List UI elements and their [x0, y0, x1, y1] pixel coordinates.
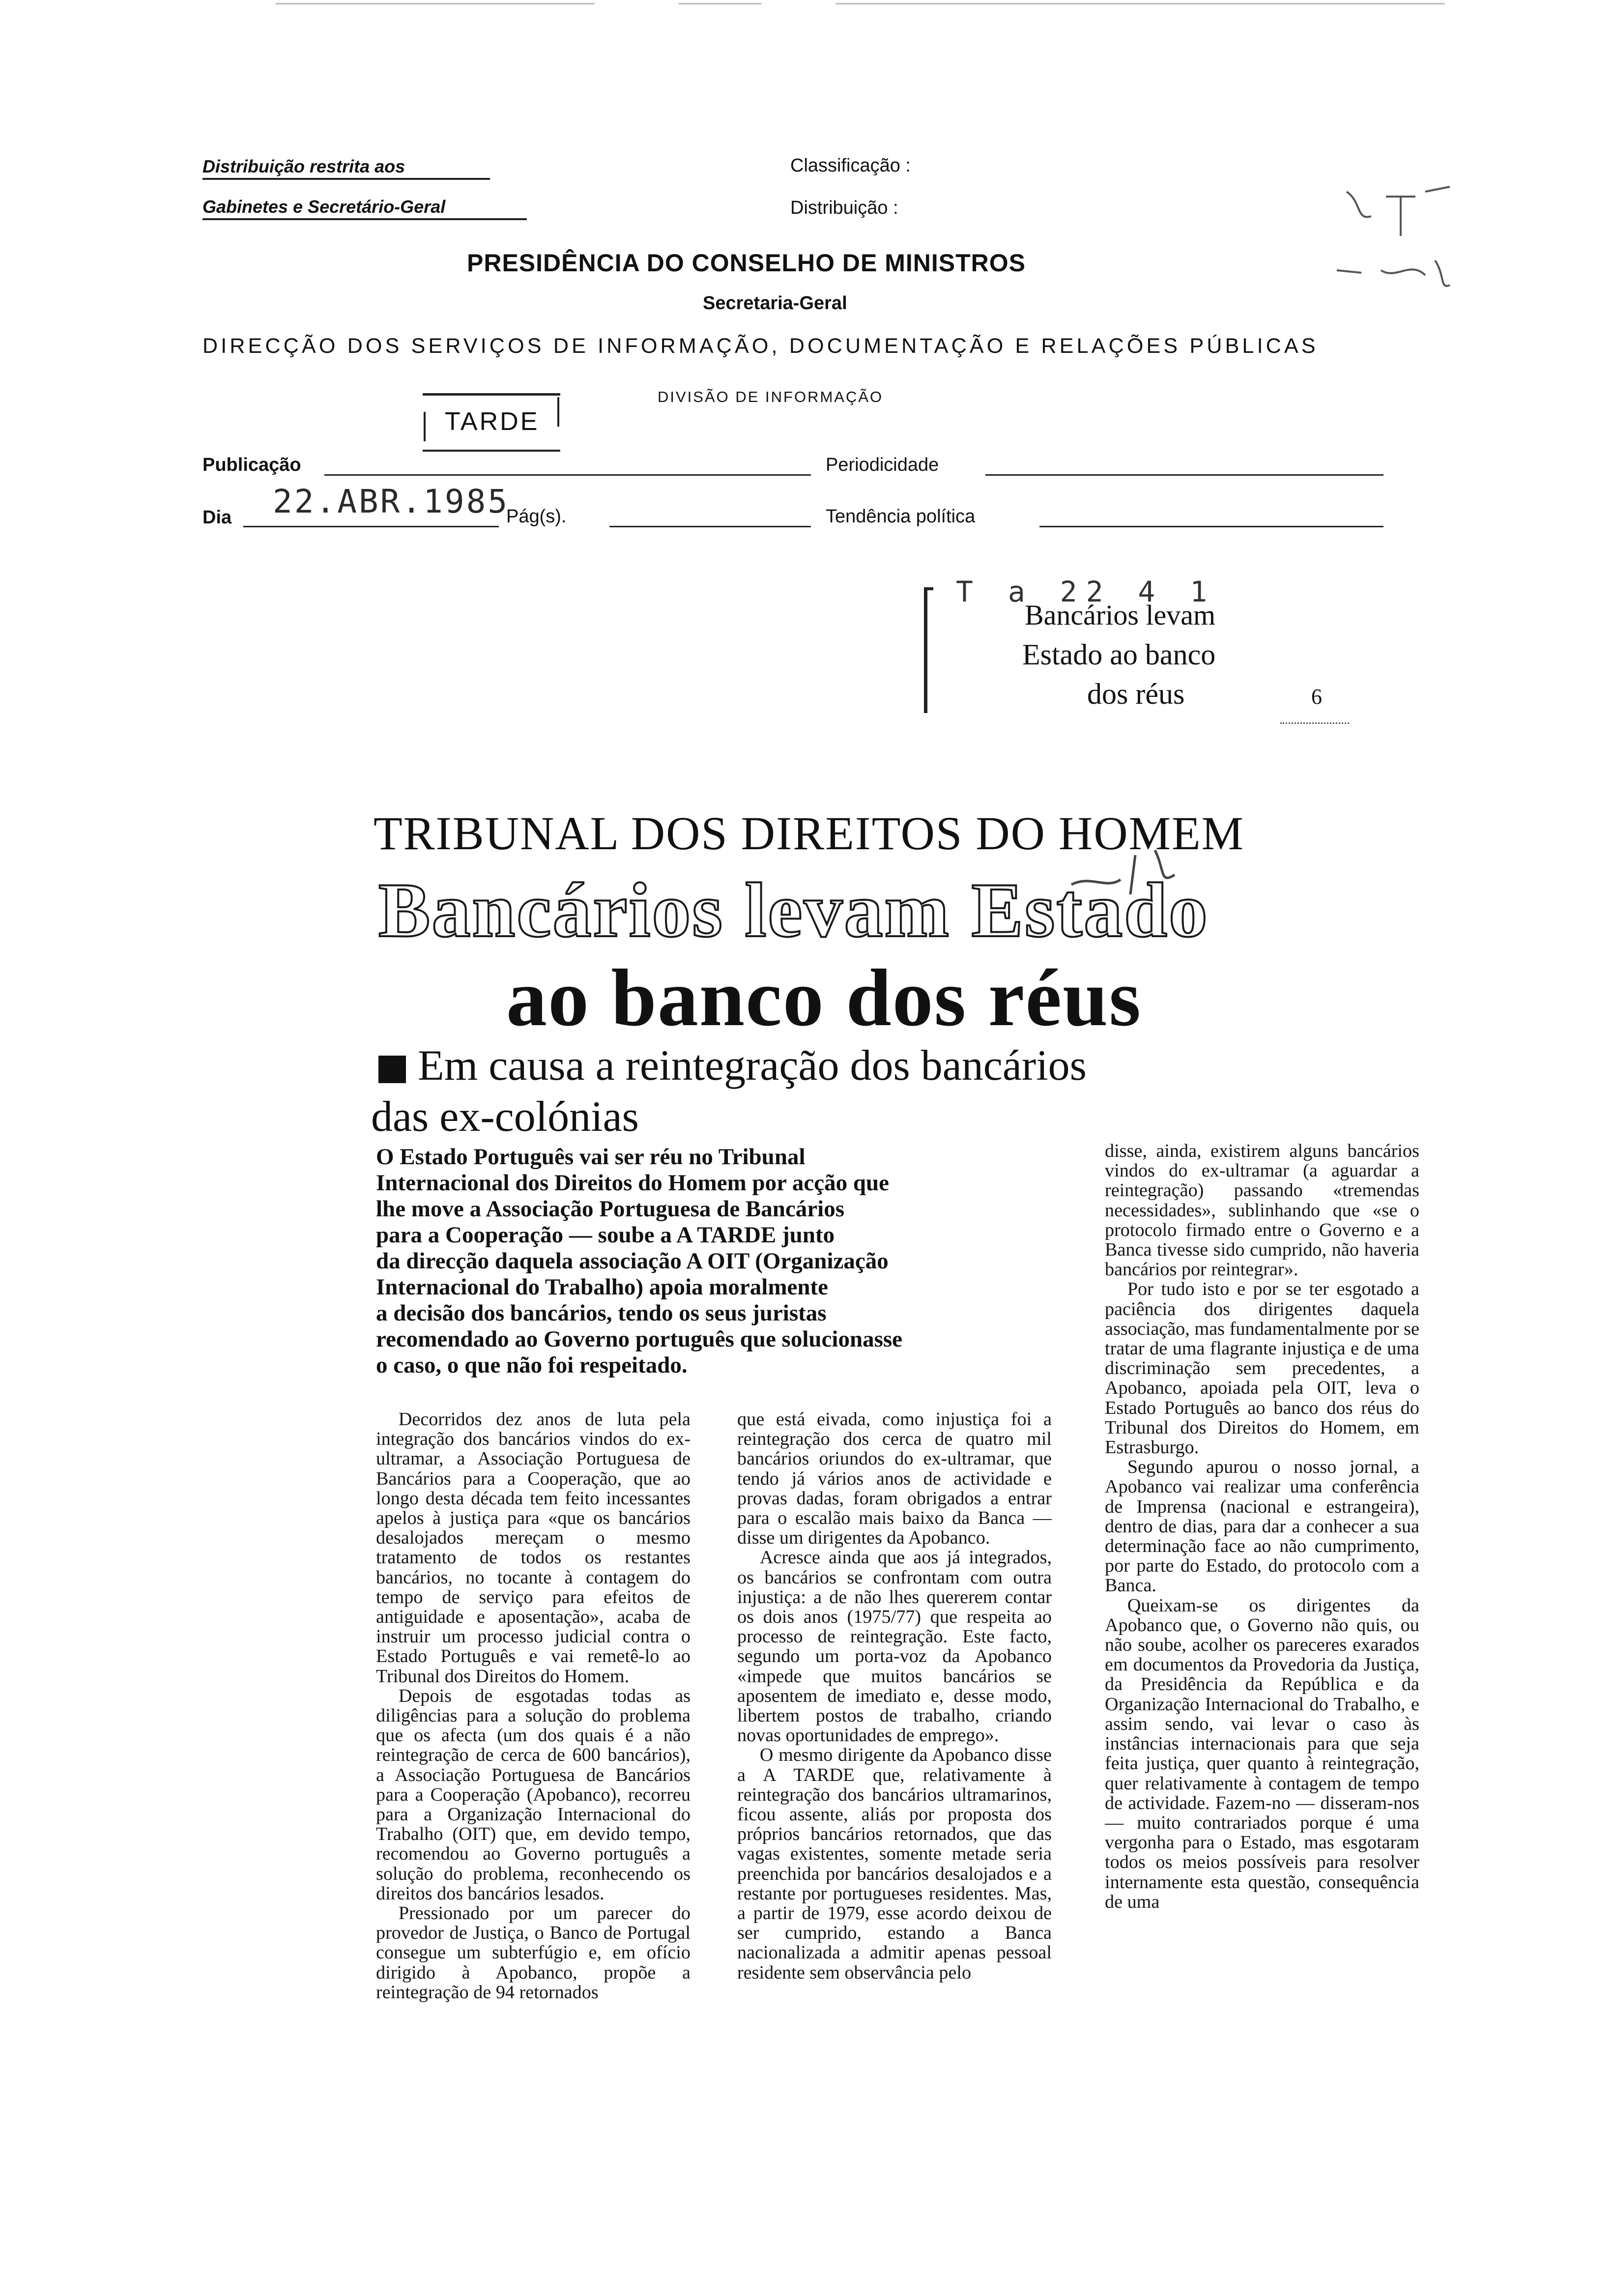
- secretariat-title: Secretaria-Geral: [703, 293, 847, 314]
- organization-title: PRESIDÊNCIA DO CONSELHO DE MINISTROS: [467, 249, 1026, 277]
- lead-line: a decisão dos bancários, tendo os seus juristas: [376, 1300, 827, 1326]
- article-kicker: TRIBUNAL DOS DIREITOS DO HOMEM: [374, 807, 1245, 860]
- body-paragraph: Segundo apurou o nosso jornal, a Apobanco vai realizar uma conferência de Imprensa (nacional e estrangeira), dentro de dias, para dar a conhecer a sua determinação face ao não cumprimento, por parte do Estado, do protocolo com a Banca.: [1105, 1457, 1419, 1596]
- clipping-handwritten-note: T a 22 4 1: [956, 575, 1216, 608]
- publication-stamp-text: TARDE: [445, 407, 540, 436]
- article-lead: [376, 1144, 1064, 1378]
- body-paragraph: que está eivada, como injustiça foi a reintegração dos cerca de quatro mil bancários oriundos do ex-ultramar, que tendo já vários anos de actividade e provas dadas, foram obrigados a entrar para o escalão mais baixo da Banca — disse um dirigentes da Apobanco.: [737, 1409, 1052, 1549]
- day-blank: [243, 526, 499, 527]
- handwritten-scribble-mark: [1327, 167, 1455, 315]
- lead-line: O Estado Português vai ser réu no Tribunal: [376, 1144, 806, 1170]
- lead-line: Internacional do Trabalho) apoia moralmente: [376, 1274, 828, 1300]
- periodicity-label: Periodicidade: [826, 455, 939, 475]
- body-paragraph: Depois de esgotadas todas as diligências para a solução do problema que os afecta (um dos quais é a não reintegração de cerca de 600 bancários), a Associação Portuguesa de Bancários para a Cooperação (Apobanco), recorreu para a Organização Internacional do Trabalho (OIT) que, em devido tempo, recomendou ao Governo português a solução do problema, reconhecendo os direitos dos bancários lesados.: [376, 1685, 691, 1904]
- division-title: DIVISÃO DE INFORMAÇÃO: [658, 388, 884, 405]
- scan-edge-line: [678, 3, 762, 4]
- lead-line: recomendado ao Governo português que solucionasse: [376, 1326, 903, 1352]
- handwritten-scribble-mark: [1062, 835, 1199, 909]
- body-paragraph: disse, ainda, existirem alguns bancários vindos do ex-ultramar (a aguardar a reintegração) passando «tremendas necessidades», sublinhando que «se o protocolo firmado entre o Governo e a Banca tivesse sido cumprido, não haveria bancários por reintegrar».: [1105, 1141, 1419, 1280]
- stamp-bracket-right: [557, 397, 559, 427]
- article-column-3: [1105, 1141, 1419, 2294]
- directorate-title: DIRECÇÃO DOS SERVIÇOS DE INFORMAÇÃO, DOCUMENTAÇÃO E RELAÇÕES PÚBLICAS: [202, 334, 1319, 358]
- scan-edge-line: [835, 3, 1445, 4]
- body-paragraph: Por tudo isto e por se ter esgotado a paciência dos dirigentes daquela associação, mas fundamentalmente por se tratar de uma flagrante injustiça e de uma discriminação sem precedentes, a Apobanco, apoiada pela OIT, leva o Estado Português ao banco dos réus do Tribunal dos Direitos do Homem, em Estrasburgo.: [1105, 1279, 1419, 1458]
- article-subtitle-line1: Em causa a reintegração dos bancários: [418, 1042, 1087, 1090]
- publication-blank: [324, 474, 811, 476]
- body-paragraph: Queixam-se os dirigentes da Apobanco que, o Governo não quis, ou não soube, acolher os pareceres exarados em documentos da Provedoria da Justiça, da Presidência da República e da Organização Internacional do Trabalho, e assim sendo, vai levar o caso às instâncias internacionais para que seja feita justiça, quer quanto à reintegração, quer relativamente à contagem de tempo de actividade. Fazem-no — disseram-nos — muito contrariados porque é uma vergonha para o Estado, mas esgotaram todos os meios possíveis para resolver internamente esta questão, consequência de uma: [1105, 1595, 1419, 1912]
- distribution-restricted-line1: Distribuição restrita aos: [202, 156, 490, 180]
- subtitle-square-icon: [378, 1056, 406, 1083]
- scan-edge-line: [275, 3, 595, 4]
- periodicity-blank: [985, 474, 1383, 476]
- political-tendency-label: Tendência política: [826, 506, 976, 527]
- article-subtitle-line2: das ex-colónias: [371, 1093, 639, 1141]
- article-column-2: [737, 1409, 1052, 2294]
- page-blank: [609, 526, 811, 527]
- lead-line: Internacional dos Direitos do Homem por acção que: [376, 1170, 889, 1196]
- distribution-label: Distribuição :: [790, 198, 898, 218]
- article-title-line2: ao banco dos réus: [506, 952, 1142, 1043]
- lead-line: da direcção daquela associação A OIT (Organização: [376, 1248, 889, 1274]
- day-value: 22.ABR.1985: [273, 483, 510, 520]
- clipping-headline-line1: Bancários levam: [1025, 599, 1216, 631]
- body-paragraph: Decorridos dez anos de luta pela integração dos bancários vindos do ex-ultramar, a Associação Portuguesa de Bancários para a Cooperação, que ao longo desta década tem feito incessantes apelos à justiça para «que os bancários desalojados mereçam o mesmo tratamento de todos os restantes bancários, no tocante à contagem do tempo de serviço para efeitos de antiguidade e aposentação», acaba de instruir um processo judicial contra o Estado Português e vai remetê-lo ao Tribunal dos Direitos do Homem.: [376, 1409, 691, 1687]
- clipping-headline-line2: Estado ao banco: [1022, 638, 1216, 671]
- clipping-page-number: 6: [1311, 685, 1322, 709]
- body-paragraph: Pressionado por um parecer do provedor de Justiça, o Banco de Portugal consegue um subterfúgio e, em ofício dirigido à Apobanco, propõe a reintegração de 94 retornados: [376, 1903, 691, 2003]
- body-paragraph: O mesmo dirigente da Apobanco disse a A TARDE que, relativamente à reintegração dos bancários ultramarinos, ficou assente, aliás por proposta dos próprios bancários retornados, que das vagas existentes, somente metade seria preenchida por bancários desalojados e a restante por portugueses residentes. Mas, a partir de 1979, esse acordo deixou de ser cumprido, estando a Banca nacionalizada a admitir apenas pessoal residente sem observância pelo: [737, 1745, 1052, 1983]
- lead-line: o caso, o que não foi respeitado.: [376, 1352, 688, 1378]
- clipping-page-underline: [1280, 722, 1349, 724]
- article-title-line1: Bancários levam Estado: [378, 867, 1209, 953]
- article-column-1: [376, 1409, 691, 2294]
- classification-label: Classificação :: [790, 155, 911, 176]
- publication-label: Publicação: [202, 455, 301, 475]
- page-label: Pág(s).: [506, 506, 567, 527]
- lead-line: lhe move a Associação Portuguesa de Bancários: [376, 1196, 844, 1222]
- distribution-restricted-line2: Gabinetes e Secretário-Geral: [202, 197, 527, 220]
- lead-line: para a Cooperação — soube a A TARDE junto: [376, 1222, 835, 1248]
- body-paragraph: Acresce ainda que aos já integrados, os bancários se confrontam com outra injustiça: a de não lhes quererem contar os dois anos (1975/77) que respeita ao processo de reintegração. Este facto, segundo um porta-voz da Apobanco «impede que muitos bancários se aposentem de imediato e, desse modo, libertem postos de trabalho, criando novas oportunidades de emprego».: [737, 1547, 1052, 1746]
- day-label: Dia: [202, 507, 232, 528]
- stamp-bracket-left: [424, 412, 426, 441]
- clipping-bracket: [924, 587, 933, 713]
- political-tendency-blank: [1039, 526, 1383, 527]
- clipping-headline-line3: dos réus: [1087, 678, 1185, 710]
